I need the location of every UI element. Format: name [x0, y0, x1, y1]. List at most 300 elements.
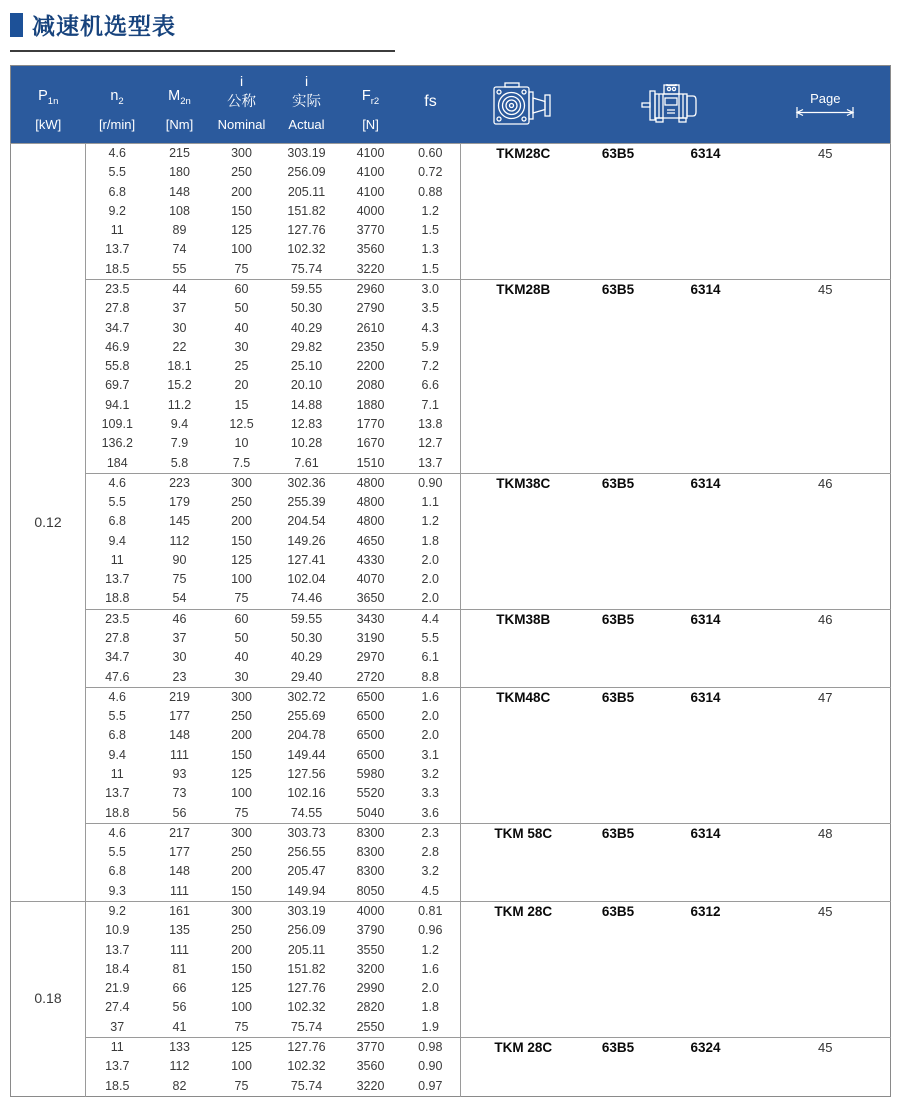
fs-value: 13.7 [401, 454, 461, 474]
i-nominal-value: 100 [231, 242, 252, 257]
i-nominal-value: 250 [231, 165, 252, 180]
i-actual-value: 127.41 [287, 552, 326, 567]
fr2-value: 8300 [356, 845, 385, 860]
i-actual-value: 127.76 [273, 1037, 341, 1057]
fr2-value: 4800 [356, 514, 385, 529]
i-actual-value: 256.09 [287, 165, 326, 180]
m2n-value: 18.1 [167, 359, 192, 374]
i-nominal-value: 75 [234, 805, 249, 820]
i-nominal-value: 125 [231, 981, 252, 996]
fs-value: 1.9 [401, 1018, 461, 1038]
m2n-value: 54 [172, 591, 187, 606]
motor-size: 63B5 [586, 473, 651, 609]
fr2-value: 3770 [356, 223, 385, 238]
col-header-p1n: $P_{1n}$ [kW] [11, 66, 86, 144]
reducer-model: TKM 28C [461, 1037, 586, 1096]
i-actual-value: 102.16 [287, 786, 326, 801]
fs-value: 6.6 [401, 376, 461, 395]
i-actual-value: 256.09 [287, 923, 326, 938]
fs-value: 5.5 [401, 629, 461, 648]
fs-value: 0.97 [401, 1077, 461, 1097]
fs-value: 2.3 [401, 823, 461, 843]
col-header-i-nominal: i 公称 Nominal [211, 66, 273, 144]
i-nominal-value: 25 [234, 359, 249, 374]
m2n-value: 73 [172, 786, 187, 801]
table-row [11, 609, 891, 629]
m2n-value: 74 [172, 242, 187, 257]
table-row [11, 279, 891, 299]
reducer-model: TKM 28C [461, 901, 586, 1037]
fs-value: 7.2 [401, 357, 461, 376]
i-actual-value: 75.74 [290, 1078, 323, 1093]
n2-value: 6.8 [108, 728, 126, 743]
n2-value: 13.7 [105, 942, 130, 957]
fr2-value: 4800 [356, 495, 385, 510]
motor-code: 6314 [651, 279, 761, 473]
fs-value: 0.96 [401, 921, 461, 940]
i-actual-value: 29.82 [290, 339, 323, 354]
fs-value: 1.1 [401, 493, 461, 512]
motor-size: 63B5 [586, 687, 651, 823]
i-actual-value: 40.29 [290, 320, 323, 335]
i-nominal-value: 75 [234, 261, 249, 276]
m2n-value: 37 [172, 301, 187, 316]
n2-value: 55.8 [105, 359, 130, 374]
fr2-value: 3550 [356, 942, 385, 957]
fr2-value: 1880 [356, 397, 385, 412]
page-number: 45 [761, 901, 891, 1037]
fs-value: 13.8 [401, 415, 461, 434]
fr2-value: 3430 [341, 609, 401, 629]
m2n-value: 22 [172, 339, 187, 354]
i-actual-value: 256.55 [287, 845, 326, 860]
fs-value: 3.2 [401, 765, 461, 784]
motor-code: 6324 [651, 1037, 761, 1096]
i-nominal-value: 250 [231, 709, 252, 724]
m2n-value: 23 [172, 669, 187, 684]
col-header-fs: fs [401, 66, 461, 144]
n2-value: 18.8 [105, 805, 130, 820]
fr2-value: 2790 [356, 301, 385, 316]
i-actual-value: 20.10 [290, 378, 323, 393]
motor-code: 6312 [651, 901, 761, 1037]
motor-code: 6314 [651, 823, 761, 901]
i-actual-value: 302.36 [273, 473, 341, 493]
m2n-value: 41 [172, 1019, 187, 1034]
n2-value: 13.7 [105, 786, 130, 801]
i-actual-value: 149.26 [287, 533, 326, 548]
m2n-value: 81 [172, 961, 187, 976]
n2-value: 94.1 [105, 397, 130, 412]
n2-value: 18.8 [105, 591, 130, 606]
m2n-value: 179 [169, 495, 190, 510]
n2-value: 5.5 [108, 165, 126, 180]
n2-value: 4.6 [86, 144, 149, 164]
fr2-value: 5980 [356, 767, 385, 781]
table-row [11, 473, 891, 493]
page-number: 45 [761, 144, 891, 280]
fs-value: 3.1 [401, 746, 461, 765]
m2n-value: 148 [169, 864, 190, 879]
i-nominal-value: 15 [234, 397, 249, 412]
m2n-value: 112 [169, 1059, 190, 1074]
worm-gearbox-icon [461, 82, 586, 128]
fs-value: 3.0 [401, 279, 461, 299]
i-actual-value: 25.10 [290, 359, 323, 374]
i-actual-value: 59.55 [273, 609, 341, 629]
n2-value: 34.7 [105, 320, 130, 335]
m2n-value: 37 [172, 631, 187, 646]
fr2-value: 3220 [356, 261, 385, 276]
n2-value: 27.4 [105, 1000, 130, 1015]
i-nominal-value: 200 [231, 514, 252, 529]
fs-value: 1.8 [401, 998, 461, 1017]
fs-value: 0.90 [401, 473, 461, 493]
m2n-value: 90 [172, 552, 187, 567]
n2-value: 18.4 [105, 961, 130, 976]
reducer-model: TKM28C [461, 144, 586, 280]
i-nominal-value: 75 [234, 1078, 249, 1093]
i-actual-value: 59.55 [273, 279, 341, 299]
reducer-selection-table [10, 65, 891, 1097]
fr2-value: 2990 [356, 981, 385, 996]
fr2-value: 4100 [341, 144, 401, 164]
reducer-model: TKM38C [461, 473, 586, 609]
n2-value: 13.7 [105, 572, 130, 587]
m2n-value: 133 [149, 1037, 211, 1057]
m2n-value: 217 [149, 823, 211, 843]
i-actual-value: 127.56 [287, 767, 326, 781]
i-actual-value: 12.83 [290, 416, 323, 431]
i-actual-value: 303.19 [273, 144, 341, 164]
n2-value: 18.5 [105, 1078, 130, 1093]
fs-value: 1.2 [401, 512, 461, 531]
n2-value: 10.9 [105, 923, 130, 938]
i-nominal-value: 150 [231, 533, 252, 548]
m2n-value: 66 [172, 981, 187, 996]
power-value: 0.12 [11, 144, 86, 902]
fr2-value: 2550 [356, 1019, 385, 1034]
fs-value: 8.8 [401, 668, 461, 688]
m2n-value: 219 [149, 687, 211, 707]
fs-value: 6.1 [401, 648, 461, 667]
fr2-value: 2820 [356, 1000, 385, 1015]
n2-value: 13.7 [105, 1059, 130, 1074]
n2-value: 6.8 [108, 184, 126, 199]
page-number: 48 [761, 823, 891, 901]
i-nominal-value: 125 [231, 552, 252, 567]
fr2-value: 8300 [356, 864, 385, 879]
col-header-n2: $n_2$ [r/min] [86, 66, 149, 144]
i-actual-value: 7.61 [294, 455, 319, 470]
m2n-value: 5.8 [170, 455, 189, 470]
i-nominal-value: 100 [231, 1000, 252, 1015]
fs-value: 1.5 [401, 221, 461, 240]
fr2-value: 2610 [356, 320, 385, 335]
i-actual-value: 10.28 [290, 436, 323, 451]
i-nominal-value: 12.5 [229, 416, 254, 431]
reducer-model: TKM48C [461, 687, 586, 823]
fr2-value: 4800 [341, 473, 401, 493]
n2-value: 9.4 [108, 533, 126, 548]
table-body [11, 144, 891, 1097]
m2n-value: 46 [149, 609, 211, 629]
fs-value: 3.2 [401, 862, 461, 881]
i-actual-value: 102.32 [287, 1059, 326, 1074]
fr2-value: 2960 [341, 279, 401, 299]
document-header [10, 8, 400, 52]
m2n-value: 15.2 [167, 378, 192, 393]
fr2-value: 1510 [356, 455, 385, 470]
i-actual-value: 204.54 [287, 514, 326, 529]
fr2-value: 2080 [356, 378, 385, 393]
fr2-value: 2720 [356, 669, 385, 684]
fr2-value: 8050 [356, 883, 385, 898]
n2-value: 9.4 [108, 747, 126, 762]
m2n-value: 215 [149, 144, 211, 164]
fs-value: 2.8 [401, 843, 461, 862]
i-actual-value: 102.04 [287, 572, 326, 587]
i-nominal-value: 60 [211, 609, 273, 629]
page-number: 45 [761, 279, 891, 473]
m2n-value: 148 [169, 184, 190, 199]
i-nominal-value: 150 [231, 203, 252, 218]
i-nominal-value: 125 [231, 223, 252, 238]
title-underline [10, 50, 395, 52]
i-nominal-value: 200 [231, 728, 252, 743]
n2-value: 9.2 [108, 203, 126, 218]
fs-value: 5.9 [401, 338, 461, 357]
i-actual-value: 127.76 [287, 223, 326, 238]
n2-value: 4.6 [86, 473, 149, 493]
m2n-value: 223 [149, 473, 211, 493]
fr2-value: 1670 [356, 436, 385, 451]
fr2-value: 3560 [356, 242, 385, 257]
col-header-i-actual: i 实际 Actual [273, 66, 341, 144]
fs-value: 1.2 [401, 202, 461, 221]
fr2-value: 4100 [356, 165, 385, 180]
m2n-value: 30 [172, 650, 187, 665]
n2-value: 47.6 [105, 669, 130, 684]
n2-value: 5.5 [108, 709, 126, 724]
i-nominal-value: 100 [231, 1059, 252, 1074]
motor-code: 6314 [651, 609, 761, 687]
n2-value: 5.5 [108, 845, 126, 860]
n2-value: 11 [110, 552, 124, 567]
i-actual-value: 205.11 [287, 184, 326, 199]
table-row [11, 687, 891, 707]
page-number: 47 [761, 687, 891, 823]
fr2-value: 3200 [356, 961, 385, 976]
i-actual-value: 29.40 [290, 669, 323, 684]
table-header [11, 66, 891, 144]
i-nominal-value: 200 [231, 184, 252, 199]
n2-value: 6.8 [108, 864, 126, 879]
i-actual-value: 303.19 [273, 901, 341, 921]
n2-value: 11 [110, 223, 124, 238]
i-actual-value: 50.30 [290, 631, 323, 646]
fr2-value: 6500 [341, 687, 401, 707]
fr2-value: 2350 [356, 339, 385, 354]
i-actual-value: 149.94 [287, 883, 326, 898]
i-nominal-value: 50 [234, 631, 249, 646]
fs-value: 0.81 [401, 901, 461, 921]
n2-value: 46.9 [105, 339, 130, 354]
fr2-value: 6500 [356, 747, 385, 762]
m2n-value: 111 [169, 747, 189, 762]
n2-value: 9.3 [108, 883, 126, 898]
fr2-value: 3790 [356, 923, 385, 938]
col-header-gearbox [461, 66, 586, 144]
i-nominal-value: 75 [234, 591, 249, 606]
fs-value: 4.5 [401, 882, 461, 902]
n2-value: 136.2 [101, 436, 133, 451]
i-nominal-value: 300 [211, 823, 273, 843]
fr2-value: 4650 [356, 533, 385, 548]
i-nominal-value: 50 [234, 301, 249, 316]
fs-value: 1.6 [401, 687, 461, 707]
m2n-value: 145 [169, 514, 190, 529]
fs-value: 0.90 [401, 1057, 461, 1076]
page-number: 45 [761, 1037, 891, 1096]
fs-value: 0.72 [401, 163, 461, 182]
fs-value: 4.3 [401, 319, 461, 338]
i-actual-value: 205.47 [287, 864, 326, 879]
i-actual-value: 205.11 [287, 942, 326, 957]
page-title: 减速机选型表 [32, 13, 176, 39]
fs-value: 2.0 [401, 570, 461, 589]
fr2-value: 6500 [356, 728, 385, 743]
m2n-value: 177 [169, 709, 190, 724]
i-nominal-value: 300 [211, 144, 273, 164]
n2-value: 23.5 [86, 279, 149, 299]
n2-value: 11 [86, 1037, 149, 1057]
i-nominal-value: 150 [231, 961, 252, 976]
fr2-value: 3650 [356, 591, 385, 606]
m2n-value: 180 [169, 165, 190, 180]
i-actual-value: 302.72 [273, 687, 341, 707]
table-row [11, 823, 891, 843]
i-nominal-value: 300 [211, 473, 273, 493]
i-actual-value: 74.55 [290, 805, 323, 820]
n2-value: 18.5 [105, 261, 130, 276]
col-header-motor [586, 66, 761, 144]
fr2-value: 6500 [356, 709, 385, 724]
i-nominal-value: 20 [234, 378, 249, 393]
m2n-value: 93 [172, 767, 187, 781]
m2n-value: 75 [172, 572, 187, 587]
m2n-value: 177 [169, 845, 190, 860]
fs-value: 2.0 [401, 589, 461, 609]
i-nominal-value: 10 [234, 436, 249, 451]
fs-value: 12.7 [401, 434, 461, 453]
i-nominal-value: 250 [231, 845, 252, 860]
n2-value: 69.7 [105, 378, 130, 393]
table-row [11, 1037, 891, 1057]
page-number: 46 [761, 473, 891, 609]
m2n-value: 56 [172, 1000, 187, 1015]
table-row [11, 144, 891, 164]
table-row [11, 901, 891, 921]
i-nominal-value: 100 [231, 786, 252, 801]
fr2-value: 3220 [356, 1078, 385, 1093]
motor-size: 63B5 [586, 1037, 651, 1096]
i-nominal-value: 125 [211, 1037, 273, 1057]
fs-value: 1.5 [401, 260, 461, 280]
m2n-value: 89 [172, 223, 187, 238]
n2-value: 23.5 [86, 609, 149, 629]
col-header-m2n: $M_{2n}$ [Nm] [149, 66, 211, 144]
i-actual-value: 14.88 [290, 397, 323, 412]
n2-value: 109.1 [101, 416, 133, 431]
i-nominal-value: 75 [234, 1019, 249, 1034]
fr2-value: 4100 [356, 184, 385, 199]
col-header-fr2: $F_{r2}$ [N] [341, 66, 401, 144]
i-nominal-value: 300 [211, 687, 273, 707]
i-actual-value: 255.39 [287, 495, 326, 510]
n2-value: 9.2 [86, 901, 149, 921]
i-actual-value: 151.82 [287, 961, 326, 976]
n2-value: 4.6 [86, 823, 149, 843]
reducer-model: TKM 58C [461, 823, 586, 901]
i-actual-value: 255.69 [287, 709, 326, 724]
i-nominal-value: 30 [234, 339, 249, 354]
fs-value: 1.2 [401, 941, 461, 960]
motor-code: 6314 [651, 687, 761, 823]
i-nominal-value: 100 [231, 572, 252, 587]
n2-value: 11 [110, 767, 124, 781]
i-actual-value: 204.78 [287, 728, 326, 743]
fs-value: 1.6 [401, 960, 461, 979]
m2n-value: 30 [172, 320, 187, 335]
power-value: 0.18 [11, 901, 86, 1096]
fs-value: 3.6 [401, 804, 461, 824]
n2-value: 4.6 [86, 687, 149, 707]
m2n-value: 111 [169, 942, 189, 957]
i-nominal-value: 250 [231, 923, 252, 938]
i-nominal-value: 200 [231, 942, 252, 957]
motor-size: 63B5 [586, 609, 651, 687]
fr2-value: 4000 [341, 901, 401, 921]
m2n-value: 9.4 [170, 416, 189, 431]
reducer-model: TKM28B [461, 279, 586, 473]
m2n-value: 108 [169, 203, 190, 218]
fr2-value: 8300 [341, 823, 401, 843]
i-nominal-value: 200 [231, 864, 252, 879]
fr2-value: 3770 [341, 1037, 401, 1057]
fr2-value: 4070 [356, 572, 385, 587]
n2-value: 5.5 [108, 495, 126, 510]
m2n-value: 7.9 [170, 436, 189, 451]
fs-value: 3.5 [401, 299, 461, 318]
m2n-value: 148 [169, 728, 190, 743]
fr2-value: 5520 [356, 786, 385, 801]
fs-value: 4.4 [401, 609, 461, 629]
electric-motor-icon [586, 84, 761, 126]
fs-value: 1.8 [401, 532, 461, 551]
fs-value: 0.60 [401, 144, 461, 164]
reducer-model: TKM38B [461, 609, 586, 687]
fs-value: 2.0 [401, 551, 461, 570]
fr2-value: 3190 [356, 631, 385, 646]
i-actual-value: 303.73 [273, 823, 341, 843]
n2-value: 21.9 [105, 981, 130, 996]
i-actual-value: 102.32 [287, 1000, 326, 1015]
i-actual-value: 127.76 [287, 981, 326, 996]
motor-size: 63B5 [586, 144, 651, 280]
n2-value: 184 [106, 455, 128, 470]
title-accent-square [10, 13, 23, 37]
